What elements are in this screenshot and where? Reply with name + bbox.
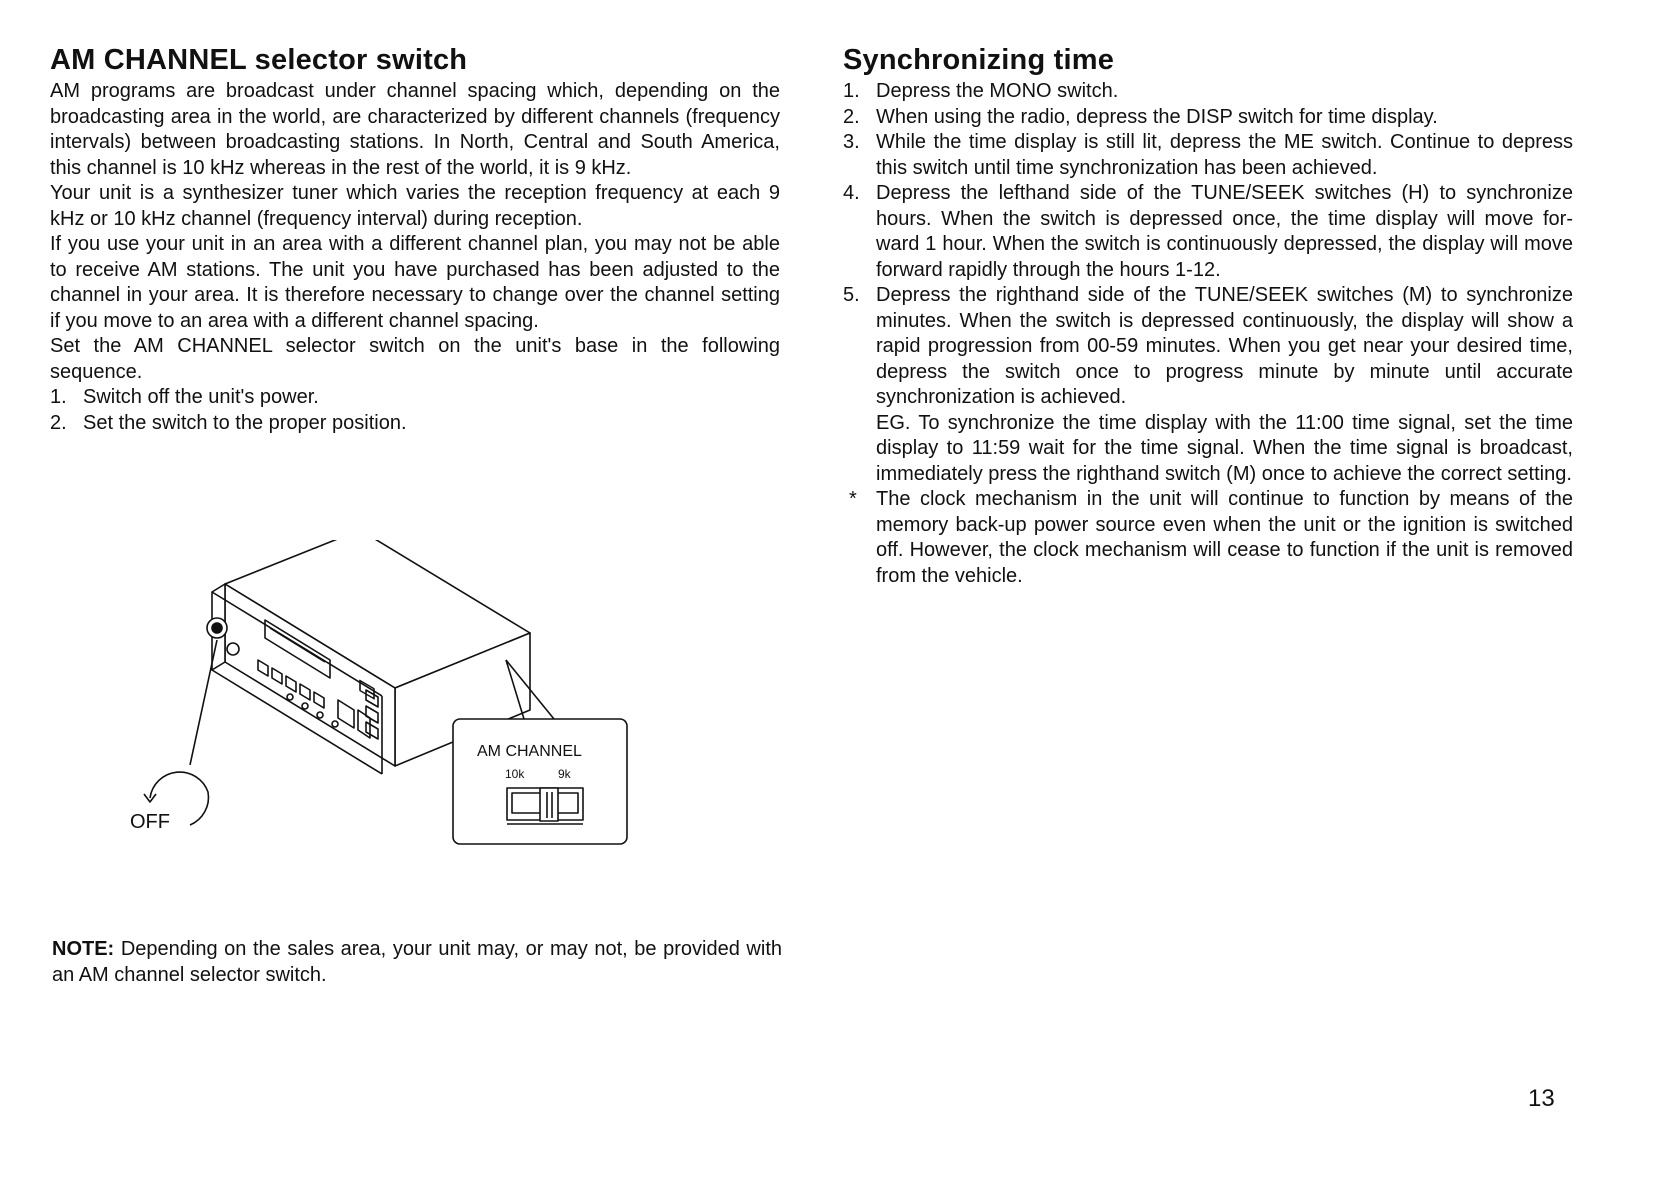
- panel-9k-label: 9k: [558, 767, 571, 781]
- list-item: [843, 181, 1573, 283]
- step-text: The clock mechanism in the unit will continue to function by means of the memory back-up power source even when the unit or the ignition is switched off. However, the clock mechanism will cease to function if the unit is removed from the vehicle.: [876, 488, 1573, 587]
- step-text: While the time display is still lit, depress the ME switch. Continue to depress this switch until time synchronization has been achieved.: [876, 131, 1573, 179]
- synchronizing-time-heading: Synchronizing time: [843, 44, 1115, 76]
- step-text: Depress the lefthand side of the TUNE/SEEK switches (H) to synchronize hours. When the switch is depressed once, the time display will move for- ward 1 hour. When the switch is continuously depressed, the display will move forward rapidly through the hours 1-12.: [876, 182, 1573, 281]
- list-item: [50, 411, 780, 437]
- step-number: 2.: [843, 105, 860, 128]
- step-number: 5.: [843, 284, 860, 306]
- note-text: Depending on the sales area, your unit may, or may not, be provided with an AM channel selector switch.: [52, 938, 782, 986]
- off-label: OFF: [130, 811, 170, 833]
- paragraph: AM programs are broadcast under channel spacing which, depending on the broadcasting area in the world, are characterized by different channels (frequency intervals) between broadcasting stations. In North, Central and South America, this channel is 10 kHz whereas in the rest of the world, it is 9 kHz.: [50, 80, 780, 179]
- list-item: [843, 283, 1573, 487]
- am-channel-steps: [50, 385, 780, 436]
- radio-unit-illustration: [120, 540, 680, 910]
- list-item: [843, 79, 1573, 105]
- right-column: [843, 44, 1573, 589]
- list-item: [50, 385, 780, 411]
- step-bullet: *: [849, 488, 857, 510]
- step-text: Set the switch to the proper position.: [83, 411, 407, 434]
- step-text: Depress the MONO switch.: [876, 80, 1119, 102]
- step-number: 1.: [50, 386, 67, 408]
- step-number: 4.: [843, 182, 860, 204]
- paragraph: If you use your unit in an area with a different channel plan, you may not be able to receive AM stations. The unit you have purchased has been adjusted to the channel in your area. It is therefore necessary to change over the channel setting if you move to an area with a different channel spacing.: [50, 233, 780, 332]
- step-text-group: [876, 283, 1573, 487]
- list-item: [843, 487, 1573, 589]
- paragraph: Your unit is a synthesizer tuner which varies the reception frequency at each 9 kHz or 10 kHz channel (frequency interval) during reception.: [50, 182, 780, 230]
- page-number: 13: [1528, 1085, 1555, 1112]
- am-channel-heading: AM CHANNEL selector switch: [50, 44, 468, 76]
- am-channel-panel-title: AM CHANNEL: [477, 743, 582, 760]
- note: [52, 937, 782, 988]
- step-number: 2.: [50, 411, 67, 434]
- step-example: EG. To synchronize the time display with the 11:00 time signal, set the time display to 11:59 wait for the time signal. When the time signal is broadcast, immediately press the righthand switch (M) once to achieve the correct setting.: [876, 411, 1573, 485]
- list-item: [843, 105, 1573, 131]
- panel-10k-label: 10k: [505, 767, 525, 781]
- sync-steps: [843, 79, 1573, 589]
- paragraph: Set the AM CHANNEL selector switch on the unit's base in the following sequence.: [50, 335, 780, 383]
- step-number: 3.: [843, 131, 860, 153]
- left-column: [50, 44, 780, 436]
- step-text: Switch off the unit's power.: [83, 386, 319, 408]
- step-text: When using the radio, depress the DISP switch for time display.: [876, 105, 1438, 128]
- step-text: Depress the righthand side of the TUNE/SEEK switches (M) to synchronize minutes. When the switch is depressed continuously, the display will show a rapid progression from 00-59 minutes. When you get near your desired time, depress the switch once to progress minute by minute until accurate synchronization is achieved.: [876, 284, 1573, 408]
- step-number: 1.: [843, 80, 860, 102]
- list-item: [843, 130, 1573, 181]
- note-label: NOTE:: [52, 938, 115, 960]
